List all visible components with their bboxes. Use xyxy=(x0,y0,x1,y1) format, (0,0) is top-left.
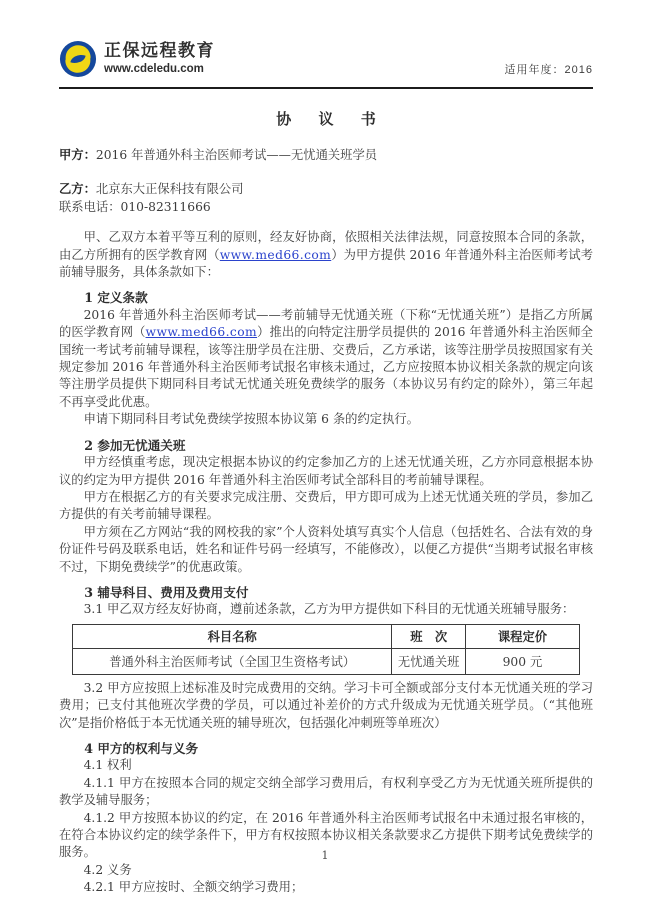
intro-paragraph xyxy=(59,229,593,281)
fee-table-header-class: 班 次 xyxy=(392,624,466,648)
fee-table-cell-class: 无忧通关班 xyxy=(392,648,466,674)
section-4-sub-41: 4.1 权利 xyxy=(83,758,132,773)
fee-table-cell-price: 900 元 xyxy=(465,648,579,674)
fee-table xyxy=(72,624,580,675)
document-title: 协 议 书 xyxy=(276,110,387,128)
intro-text-post: ）为甲方提供 2016 年普通外科主治医师考试考前辅导服务，具体条款如下： xyxy=(59,247,593,280)
document-header xyxy=(59,40,593,89)
page-footer xyxy=(0,849,650,862)
fee-table-data-row xyxy=(73,648,580,674)
section-4-paragraph-421: 4.2.1 甲方应按时、全额交纳学习费用； xyxy=(83,880,304,895)
fee-table-header-price: 课程定价 xyxy=(465,624,579,648)
intro-text-pre: 甲、乙双方本着平等互利的原则，经友好协商，依照相关法律法规，同意按照本合同的条款，由乙方所拥有的医学教育网（ xyxy=(59,230,593,262)
section-3-paragraph-32: 3.2 甲方应按照上述标准及时完成费用的交纳。学习卡可全额或部分支付本无忧通关班的学习费用；已支付其他班次学费的学员，可以通过补差价的方式升级成为无忧通关班学员。（“其他班次”是指价格低于本无忧通关班的辅导班次，包括强化冲刺班等单班次） xyxy=(59,680,593,730)
fee-table-header-row xyxy=(73,624,580,648)
brand-url: www.cdeledu.com xyxy=(104,63,204,76)
page-number: 1 xyxy=(321,849,329,862)
brand-name: 正保远程教育 xyxy=(104,41,215,61)
section-2-paragraph-3: 甲方须在乙方网站“我的网校我的家”个人资料处填写真实个人信息（包括姓名、合法有效的身份证件号码及联系电话，姓名和证件号码一经填写，不能修改），以便乙方提供“当期考试报名审核不过，下期免费续学”的优惠政策。 xyxy=(59,524,593,574)
party-b-line xyxy=(59,180,593,198)
party-b-text: 北京东大正保科技有限公司 xyxy=(95,182,244,197)
section-2-paragraph-2: 甲方在根据乙方的有关要求完成注册、交费后，甲方即可成为上述无忧通关班的学员，参加乙方提供的有关考前辅导课程。 xyxy=(59,489,593,522)
section-1-text-pre: 2016 年普通外科主治医师考试——考前辅导无忧通关班（下称“无忧通关班”）是指乙方所属的医学教育网（ xyxy=(59,307,593,340)
party-b-label: 乙方： xyxy=(59,181,96,197)
section-1-paragraph-1 xyxy=(59,307,593,411)
fee-table-header-subject: 科目名称 xyxy=(73,624,392,648)
section-3-paragraph-31: 3.1 甲乙双方经友好协商，遵前述条款，乙方为甲方提供如下科目的无忧通关班辅导服务： xyxy=(83,602,575,617)
party-a-label: 甲方： xyxy=(59,147,96,162)
med66-link[interactable]: www.med66.com xyxy=(219,247,332,262)
section-4-heading: 4 甲方的权利与义务 xyxy=(84,740,199,756)
section-2-paragraph-1: 甲方经慎重考虑，现决定根据本协议的约定参加乙方的上述无忧通关班，乙方亦同意根据本协议的约定为甲方提供 2016 年普通外科主治医师考试全部科目的考前辅导课程。 xyxy=(59,455,593,487)
contact-phone-line xyxy=(59,199,593,216)
phone-label: 联系电话： xyxy=(59,199,121,214)
brand-text xyxy=(104,42,215,75)
section-1-text-post: ）推出的向特定注册学员提供的 2016 年普通外科主治医师全国统一考试考前辅导课程，该等注册学员在注册、交费后，乙方承诺，该等注册学员按照国家有关规定参加 2016 年普通外科主治医师考试报名审核未通过，乙方应按照本协议相关条款的规定向该等注册学员提供下期同科目考试无忧通关班免费续学的服务（本协议另有约定的除外），第三年起不再享受此优惠。 xyxy=(59,325,593,409)
section-4-sub-42: 4.2 义务 xyxy=(83,862,132,877)
section-3-heading: 3 辅导科目、费用及费用支付 xyxy=(84,584,249,600)
section-4-paragraph-411: 4.1.1 甲方在按照本合同的规定交纳全部学习费用后，有权利享受乙方为无忧通关班所提供的教学及辅导服务； xyxy=(59,775,593,808)
section-2-heading: 2 参加无忧通关班 xyxy=(84,437,186,453)
party-a-line xyxy=(59,146,593,164)
applicable-year: 适用年度：2016 xyxy=(504,64,593,76)
fee-table-cell-subject: 普通外科主治医师考试（全国卫生资格考试） xyxy=(73,648,392,674)
med66-link-2[interactable]: www.med66.com xyxy=(145,325,258,340)
section-1-heading: 1 定义条款 xyxy=(84,290,148,306)
brand xyxy=(59,40,215,78)
phone-number: 010-82311666 xyxy=(120,199,211,214)
party-a-text: 2016 年普通外科主治医师考试——无忧通关班学员 xyxy=(95,148,378,162)
section-4-paragraph-412: 4.1.2 甲方按照本协议的约定，在 2016 年普通外科主治医师考试报名中未通过报名审核的，在符合本协议约定的续学条件下，甲方有权按照本协议相关条款要求乙方提供下期考试免费续学的服务。 xyxy=(59,810,593,860)
brand-logo-icon xyxy=(59,40,97,78)
section-1-paragraph-2: 申请下期同科目考试免费续学按照本协议第 6 条的约定执行。 xyxy=(83,412,419,427)
